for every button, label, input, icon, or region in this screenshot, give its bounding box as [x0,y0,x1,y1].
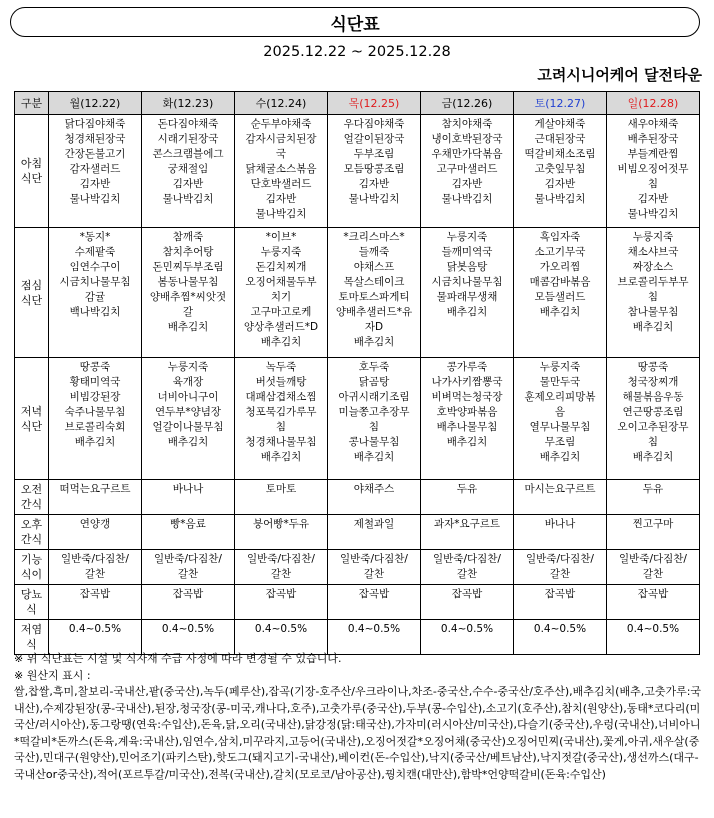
menu-cell [328,585,421,620]
menu-item: 대패삼겹채소찜 [245,391,317,403]
menu-item: 참깨죽 [172,231,204,243]
menu-cell [607,358,700,480]
menu-cell [607,550,700,585]
menu-item: *크리스마스* [343,231,405,243]
menu-item: 냉이호박된장국 [431,133,503,145]
menu-item: 배추김치 [167,321,209,333]
menu-cell [328,550,421,585]
menu-cell [421,550,514,585]
menu-cell [235,515,328,550]
menu-item: 단호박샐러드 [250,178,312,190]
menu-cell [421,480,514,515]
menu-item: 배추김치 [539,306,581,318]
menu-cell [235,585,328,620]
row-label [15,515,49,550]
menu-item: 근대된장국 [534,133,586,145]
menu-item: 배추김치 [260,336,302,348]
origin-text: 쌀,찹쌀,흑미,찰보리-국내산,팥(중국산),녹두(페루산),잡곡(기장-호주산/우크라이나,차조-중국산,수수-중국산/호주산),배추김치(배추,고춧가루:국내산),수제강된장(콩-국내산),된장,청국장(콩-미국,캐나다,호주),고춧가루(중국산),두부(콩-수입산),소고기(호주산),참치(원양산),동태*코다리(미국산/러시아산),동그랑땡(연육:수입산),돈육,닭,오리(국내산),닭강정(닭:태국산),가자미(러시아산/미국산),다슬기(중국산),우렁(국내산),너비아니*떡갈비*돈까스(돈육,계육:국내산),임연수,삼치,미꾸라지,고등어(국내산),오징어젓갈*오징어채(중국산)오징어민찌(국내산),꽃게,아귀,새우살(중국산),민대구(원양산),민어조기(파키스탄),핫도그(돼지고기-국내산),베이컨(돈-수입산),낙지(중국산/베트남산),낙지젓갈(중국산),생선까스(대구-국내산or중국산),적어(포르투갈/미국산),전복(국내산),갈치(모로코/남아공산),꿩치캔(대만산),함박*언양떡갈비(돈육:수입산) [14,685,702,781]
menu-cell [49,515,142,550]
menu-item: 고구마샐러드 [436,163,498,175]
menu-item: 들깨미역국 [441,246,493,258]
menu-item: 잡곡밥 [637,588,669,600]
menu-item: 양상추샐러드*D [243,321,319,333]
table-header-row [15,92,700,115]
menu-item: 배추김치 [167,436,209,448]
day-header: 화(12.23) [142,92,235,115]
menu-item: 자D [364,321,384,333]
day-header: 월(12.22) [49,92,142,115]
menu-item: 침 [275,421,287,433]
row-label-line: 저염 [20,623,43,636]
menu-cell [142,585,235,620]
menu-cell [607,515,700,550]
menu-item: 갈찬 [177,568,199,580]
menu-item: 물나박김치 [162,193,214,205]
menu-item: 김자반 [358,178,390,190]
menu-item: 일반죽/다짐찬/ [619,553,687,565]
menu-item: 채소샤브국 [627,246,679,258]
menu-item: 숙주나물무침 [64,406,126,418]
table-body [15,115,700,655]
menu-cell [49,585,142,620]
menu-item: 임연수구이 [69,261,121,273]
menu-item: 붕어빵*두유 [253,518,309,530]
row-label [15,480,49,515]
menu-item: 누룽지죽 [539,361,581,373]
menu-item: 미늘쫑고추장무 [338,406,410,418]
menu-item: 갈찬 [549,568,571,580]
table-row [15,358,700,480]
menu-item: 잡곡밥 [172,588,204,600]
menu-cell [514,228,607,358]
menu-cell [235,550,328,585]
menu-item: 돈민찌두부조림 [152,261,224,273]
menu-item: 비빔오징어젓무 [617,163,689,175]
menu-item: 일반죽/다짐찬/ [526,553,594,565]
menu-item: 얼갈이된장국 [343,133,405,145]
menu-item: 찐고구마 [632,518,674,530]
menu-cell [607,228,700,358]
menu-cell [421,515,514,550]
menu-item: 토마토스파게티 [338,291,410,303]
menu-item: 봄동나물무침 [157,276,219,288]
row-label-line: 식단 [20,172,43,185]
menu-cell [421,585,514,620]
menu-item: 호박양파볶음 [436,406,498,418]
menu-item: 백나박김치 [69,306,121,318]
menu-cell [514,515,607,550]
table-row [15,480,700,515]
menu-cell [235,620,328,655]
row-label-line: 식 [26,603,37,616]
row-label [15,620,49,655]
menu-cell [421,228,514,358]
menu-item: 해물볶음우동 [622,391,684,403]
menu-cell [607,480,700,515]
menu-item: 닭채굴소스볶음 [245,163,317,175]
menu-item: 수제팥죽 [74,246,116,258]
menu-cell [49,358,142,480]
menu-cell [235,228,328,358]
menu-item: 배추김치 [353,451,395,463]
menu-cell [328,358,421,480]
menu-item: 닭다짐야채죽 [64,118,126,130]
table-row [15,620,700,655]
menu-item: 돈다짐야채죽 [157,118,219,130]
menu-cell [328,228,421,358]
menu-item: 목살스테이크 [343,276,405,288]
menu-cell [328,480,421,515]
menu-item: 갈찬 [456,568,478,580]
menu-item: 음 [554,406,566,418]
menu-item: 우다짐야채죽 [343,118,405,130]
menu-item: 열무나물무침 [529,421,591,433]
menu-item: 시래기된장국 [157,133,219,145]
menu-item: 일반죽/다짐찬/ [340,553,408,565]
menu-item: 0.4~0.5% [626,623,680,635]
menu-item: 청국장찌개 [627,376,679,388]
menu-item: 버섯들깨탕 [255,376,307,388]
row-label-line: 식이 [20,568,43,581]
menu-cell [142,115,235,228]
menu-item: 돈김치찌개 [255,261,307,273]
menu-item: 나가사키짬뽕국 [431,376,503,388]
menu-cell [49,228,142,358]
menu-item: 호두죽 [358,361,390,373]
menu-item: 0.4~0.5% [347,623,401,635]
menu-item: 모듬땅콩조림 [343,163,405,175]
menu-item: 배추김치 [632,321,674,333]
menu-item: 새우야채죽 [627,118,679,130]
menu-item: 청포묵김가루무 [245,406,317,418]
menu-item: 고춧잎무침 [534,163,586,175]
menu-item: 갈찬 [84,568,106,580]
menu-cell [49,550,142,585]
menu-item: 갈찬 [363,568,385,580]
menu-item: 떡갈비채소조림 [524,148,596,160]
menu-item: 배추김치 [632,451,674,463]
row-label-line: 오전 [20,483,43,496]
menu-cell [49,480,142,515]
menu-item: 청경채나물무침 [245,436,317,448]
menu-cell [421,115,514,228]
menu-cell [607,620,700,655]
menu-item: 부들계란찜 [627,148,679,160]
menu-cell [514,480,607,515]
menu-cell [514,358,607,480]
menu-item: 육개장 [172,376,204,388]
row-label-line: 식단 [20,293,43,307]
row-label [15,585,49,620]
menu-item: 물파래무생채 [436,291,498,303]
menu-item: 갈 [182,306,194,318]
menu-item: 일반죽/다짐찬/ [433,553,501,565]
menu-item: 바나나 [172,483,204,495]
menu-item: 국 [275,148,287,160]
menu-item: 브로콜리숙회 [64,421,126,433]
menu-item: 참치야채죽 [441,118,493,130]
menu-item: 일반죽/다짐찬/ [154,553,222,565]
menu-item: 콩가루죽 [446,361,488,373]
menu-item: 브로콜리두부무 [617,276,689,288]
menu-item: 순두부야채죽 [250,118,312,130]
menu-item: 0.4~0.5% [440,623,494,635]
row-label-line: 간식 [20,533,43,546]
menu-item: 마시는요구르트 [524,483,596,495]
menu-item: 갈찬 [642,568,664,580]
organization-name: 고려시니어케어 달전타운 [537,66,702,84]
menu-item: 닭곰탕 [358,376,390,388]
menu-item: 두유 [456,483,478,495]
menu-item: 연근땅콩조림 [622,406,684,418]
menu-cell [607,115,700,228]
menu-item: 야채주스 [353,483,395,495]
menu-cell [421,620,514,655]
menu-item: *동지* [79,231,111,243]
menu-item: 얼갈이나물무침 [152,421,224,433]
menu-item: 누룽지죽 [260,246,302,258]
menu-item: 닭봇음탕 [446,261,488,273]
menu-item: 침 [368,421,380,433]
menu-item: 일반죽/다짐찬/ [247,553,315,565]
menu-item: 아귀시래기조림 [338,391,410,403]
menu-item: 녹두죽 [265,361,297,373]
menu-item: 콘스크램블에그 [152,148,224,160]
menu-item: 가오리찜 [539,261,581,273]
menu-item: 간장돈불고기 [64,148,126,160]
menu-cell [142,480,235,515]
menu-item: 갈찬 [270,568,292,580]
menu-item: 물나박김치 [441,193,493,205]
menu-item: 시금치나물무침 [431,276,503,288]
menu-item: 물나박김치 [69,193,121,205]
table-row [15,228,700,358]
menu-item: 토마토 [265,483,297,495]
menu-item: 물나박김치 [348,193,400,205]
day-header: 수(12.24) [235,92,328,115]
page-title: 식단표 [10,7,700,37]
menu-item: 두부조림 [353,148,395,160]
menu-item: 배추김치 [74,436,116,448]
day-header: 토(12.27) [514,92,607,115]
menu-item: 우채만가닥볶음 [431,148,503,160]
menu-item: 황태미역국 [69,376,121,388]
menu-item: 누룽지죽 [632,231,674,243]
menu-item: 비빔강된장 [69,391,121,403]
menu-item: 0.4~0.5% [254,623,308,635]
menu-item: 치기 [270,291,292,303]
menu-item: 잡곡밥 [544,588,576,600]
menu-item: 물나박김치 [255,208,307,220]
change-notice: ※ 위 식단표는 시설 및 식자재 수급 사정에 따라 변경될 수 있습니다. [14,652,342,665]
menu-item: 0.4~0.5% [68,623,122,635]
menu-item: 짜장소스 [632,261,674,273]
menu-item: 양배추샐러드*유 [335,306,413,318]
menu-item: 궁채절임 [167,163,209,175]
menu-item: 빵*음료 [170,518,206,530]
menu-item: 김자반 [451,178,483,190]
menu-item: 물나박김치 [534,193,586,205]
menu-item: 모듬샐러드 [534,291,586,303]
row-label [15,358,49,480]
day-header: 금(12.26) [421,92,514,115]
row-label-line: 간식 [20,498,43,511]
menu-item: 김자반 [172,178,204,190]
menu-cell [514,620,607,655]
menu-item: 두유 [642,483,664,495]
menu-item: 너비아니구이 [157,391,219,403]
menu-item: 흑임자죽 [539,231,581,243]
menu-item: 들깨죽 [358,246,390,258]
row-label-line: 식 [26,638,37,651]
menu-cell [328,115,421,228]
menu-cell [235,480,328,515]
menu-cell [421,358,514,480]
menu-item: 배추나물무침 [436,421,498,433]
menu-cell [514,115,607,228]
menu-item: 0.4~0.5% [533,623,587,635]
menu-item: 참치추어탕 [162,246,214,258]
menu-cell [235,358,328,480]
menu-item: 감자시금치된장 [245,133,317,145]
table-row [15,585,700,620]
menu-item: 연양갱 [79,518,111,530]
menu-item: 물나박김치 [627,208,679,220]
row-label-line: 당뇨 [20,588,43,601]
menu-item: 고구마고로케 [250,306,312,318]
menu-item: 콩나물무침 [348,436,400,448]
menu-item: 소고기무국 [534,246,586,258]
menu-item: 김자반 [265,193,297,205]
menu-item: 잡곡밥 [79,588,111,600]
menu-item: 감귤 [84,291,106,303]
menu-item: 배추김치 [260,451,302,463]
menu-item: 참나물무침 [627,306,679,318]
menu-item: 청경채된장국 [64,133,126,145]
row-label-line: 저녁 [20,404,43,418]
menu-cell [142,358,235,480]
menu-item: 비벼먹는청국장 [431,391,503,403]
menu-item: 침 [647,178,659,190]
menu-item: 바나나 [544,518,576,530]
menu-cell [142,550,235,585]
menu-item: 누룽지죽 [167,361,209,373]
menu-item: 게살야채죽 [534,118,586,130]
menu-cell [49,115,142,228]
menu-item: 김자반 [79,178,111,190]
menu-item: 잡곡밥 [451,588,483,600]
menu-item: 배추김치 [446,306,488,318]
menu-item: 침 [647,436,659,448]
row-label-line: 기능 [20,553,43,566]
menu-cell [328,620,421,655]
row-label [15,228,49,358]
menu-item: 잡곡밥 [265,588,297,600]
table-row [15,515,700,550]
day-header: 목(12.25) [328,92,421,115]
menu-item: 무조림 [544,436,576,448]
table-row [15,550,700,585]
menu-item: 양배추찜*씨앗젓 [149,291,227,303]
menu-cell [49,620,142,655]
menu-item: 감자샐러드 [69,163,121,175]
row-label-line: 오후 [20,518,43,531]
menu-item: 야채스프 [353,261,395,273]
row-label-line: 아침 [20,157,43,170]
table-row [15,115,700,228]
menu-item: 배추김치 [353,336,395,348]
menu-item: 과자*요구르트 [433,518,501,530]
menu-period: 2025.12.22 ~ 2025.12.28 [263,44,451,60]
menu-item: 누룽지죽 [446,231,488,243]
menu-item: 김자반 [544,178,576,190]
menu-item: 시금치나물무침 [59,276,131,288]
row-label-line: 식단 [20,419,43,433]
menu-cell [328,515,421,550]
menu-item: 일반죽/다짐찬/ [61,553,129,565]
menu-item: 제철과일 [353,518,395,530]
row-label-line: 점심 [20,278,43,292]
origin-title: ※ 원산지 표시 : [14,668,91,682]
menu-item: 배추된장국 [627,133,679,145]
menu-item: 땅콩죽 [79,361,111,373]
menu-item: 훈제오리피망볶 [524,391,596,403]
menu-cell [607,585,700,620]
menu-item: 0.4~0.5% [161,623,215,635]
row-label [15,115,49,228]
menu-cell [514,550,607,585]
menu-item: 오징어채물두부 [245,276,317,288]
menu-cell [514,585,607,620]
menu-item: 침 [647,291,659,303]
weekly-menu-table [14,91,700,655]
row-label [15,550,49,585]
menu-item: 매콤감바볶음 [529,276,591,288]
menu-cell [235,115,328,228]
menu-item: 땅콩죽 [637,361,669,373]
header-label: 구분 [15,92,49,115]
menu-cell [142,515,235,550]
menu-item: 잡곡밥 [358,588,390,600]
menu-item: 배추김치 [539,451,581,463]
menu-cell [142,228,235,358]
menu-item: 오이고추된장무 [617,421,689,433]
menu-item: *이브* [265,231,297,243]
menu-item: 김자반 [637,193,669,205]
menu-item: 물만두국 [539,376,581,388]
menu-item: 배추김치 [446,436,488,448]
notes-section [14,651,704,783]
day-header: 일(12.28) [607,92,700,115]
menu-item: 연두부*양념장 [154,406,222,418]
menu-cell [142,620,235,655]
menu-item: 떠먹는요구르트 [59,483,131,495]
